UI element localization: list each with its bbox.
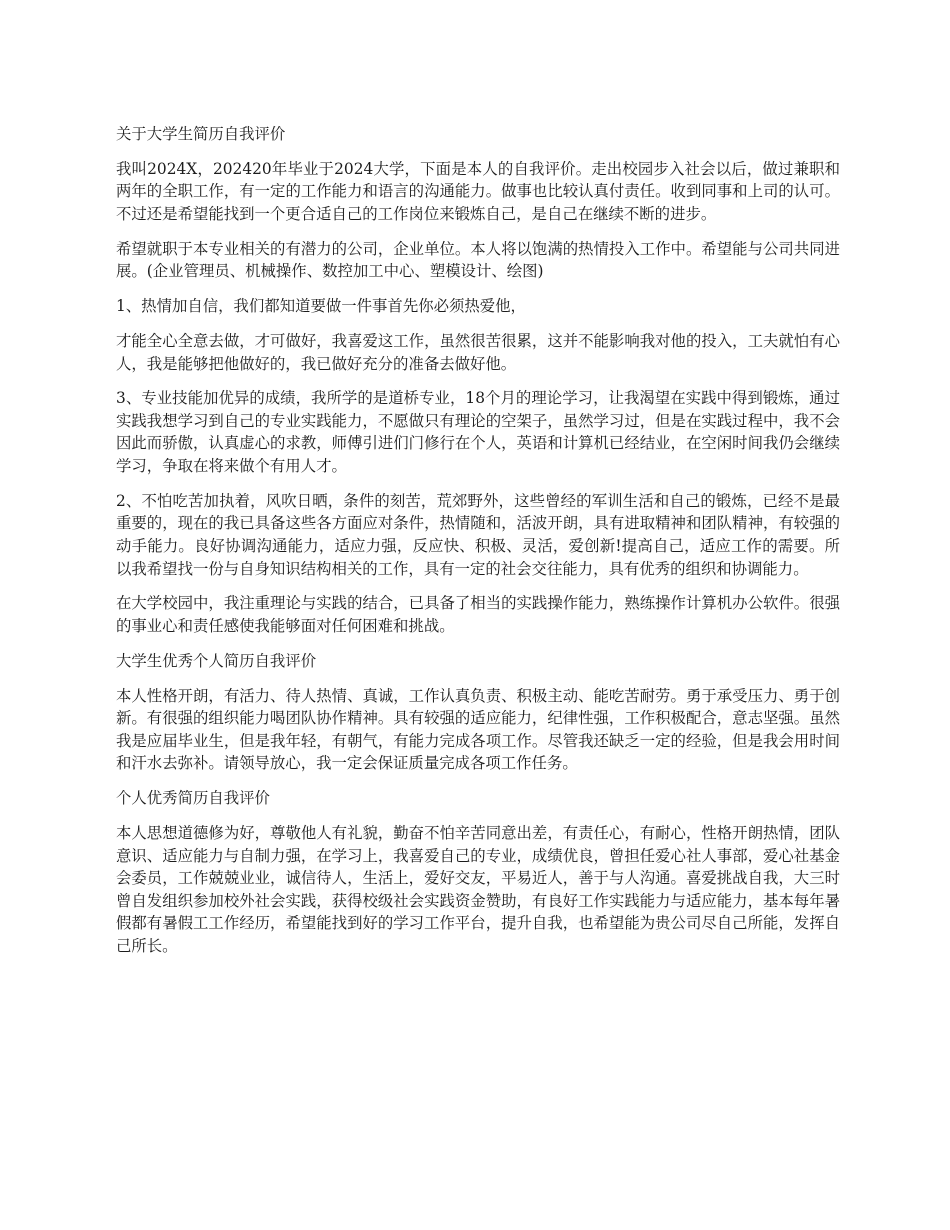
document-page — [116, 123, 840, 970]
paragraph-point-1: 1、热情加自信，我们都知道要做一件事首先你必须热爱他， — [116, 297, 526, 316]
paragraph-personality: 本人性格开朗，有活力、待人热情、真诚，工作认真负责、积极主动、能吃苦耐劳。勇于承受压力、勇于创新。有很强的组织能力喝团队协作精神。具有较强的适应能力，纪律性强，工作积极配合，意志坚强。虽然我是应届毕业生，但是我年轻，有朝气，有能力完成各项工作。尽管我还缺乏一定的经验，但是我会用时间和汗水去弥补。请领导放心，我一定会保证质量完成各项工作任务。 — [116, 686, 840, 773]
paragraph-point-1-continued: 才能全心全意去做，才可做好，我喜爱这工作，虽然很苦很累，这并不能影响我对他的投入，工夫就怕有心人，我是能够把他做好的，我已做好充分的准备去做好他。 — [116, 331, 840, 373]
paragraph-point-3: 3、专业技能加优异的成绩，我所学的是道桥专业，18个月的理论学习，让我渴望在实践中得到锻炼，通过实践我想学习到自己的专业实践能力，不愿做只有理论的空架子，虽然学习过，但是在实践过程中，我不会因此而骄傲，认真虚心的求教，师傅引进们门修行在个人，英语和计算机已经结业，在空闲时间我仍会继续学习，争取在将来做个有用人才。 — [116, 389, 840, 476]
paragraph-character: 本人思想道德修为好，尊敬他人有礼貌，勤奋不怕辛苦同意出差，有责任心，有耐心，性格开朗热情，团队意识、适应能力与自制力强，在学习上，我喜爱自己的专业，成绩优良，曾担任爱心社人事部，爱心社基金会委员，工作兢兢业业，诚信待人，生活上，爱好交友，平易近人，善于与人沟通。喜爱挑战自我，大三时曾自发组织参加校外社会实践，获得校级社会实践资金赞助，有良好工作实践能力与适应能力，基本每年暑假都有暑假工工作经历，希望能找到好的学习工作平台，提升自我，也希望能为贵公司尽自己所能，发挥自己所长。 — [116, 823, 840, 955]
paragraph-campus: 在大学校园中，我注重理论与实践的结合，已具备了相当的实践操作能力，熟练操作计算机办公软件。很强的事业心和责任感使我能够面对任何困难和挑战。 — [116, 594, 840, 635]
paragraph-point-2: 2、不怕吃苦加执着，风吹日晒，条件的刻苦，荒郊野外，这些曾经的军训生活和自己的锻炼，已经不是最重要的，现在的我已具备这些各方面应对条件，热情随和，活波开朗，具有进取精神和团队精神，有较强的动手能力。良好协调沟通能力，适应力强，反应快、积极、灵活，爱创新!提高自己，适应工作的需要。所以我希望找一份与自身知识结构相关的工作，具有一定的社会交往能力，具有优秀的组织和协调能力。 — [116, 491, 840, 578]
section-heading-personal-resume: 个人优秀简历自我评价 — [116, 789, 270, 808]
document-title: 关于大学生简历自我评价 — [116, 125, 286, 143]
paragraph-intro: 我叫2024X，202420年毕业于2024大学，下面是本人的自我评价。走出校园步入社会以后，做过兼职和两年的全职工作，有一定的工作能力和语言的沟通能力。做事也比较认真付责任。收到同事和上司的认可。不过还是希望能找到一个更合适自己的工作岗位来锻炼自己，是自己在继续不断的进步。 — [116, 159, 840, 223]
section-heading-excellent-resume: 大学生优秀个人简历自我评价 — [116, 651, 317, 670]
paragraph-job-hope: 希望就职于本专业相关的有潜力的公司，企业单位。本人将以饱满的热情投入工作中。希望能与公司共同进展。(企业管理员、机械操作、数控加工中心、塑模设计、绘图) — [116, 239, 840, 281]
